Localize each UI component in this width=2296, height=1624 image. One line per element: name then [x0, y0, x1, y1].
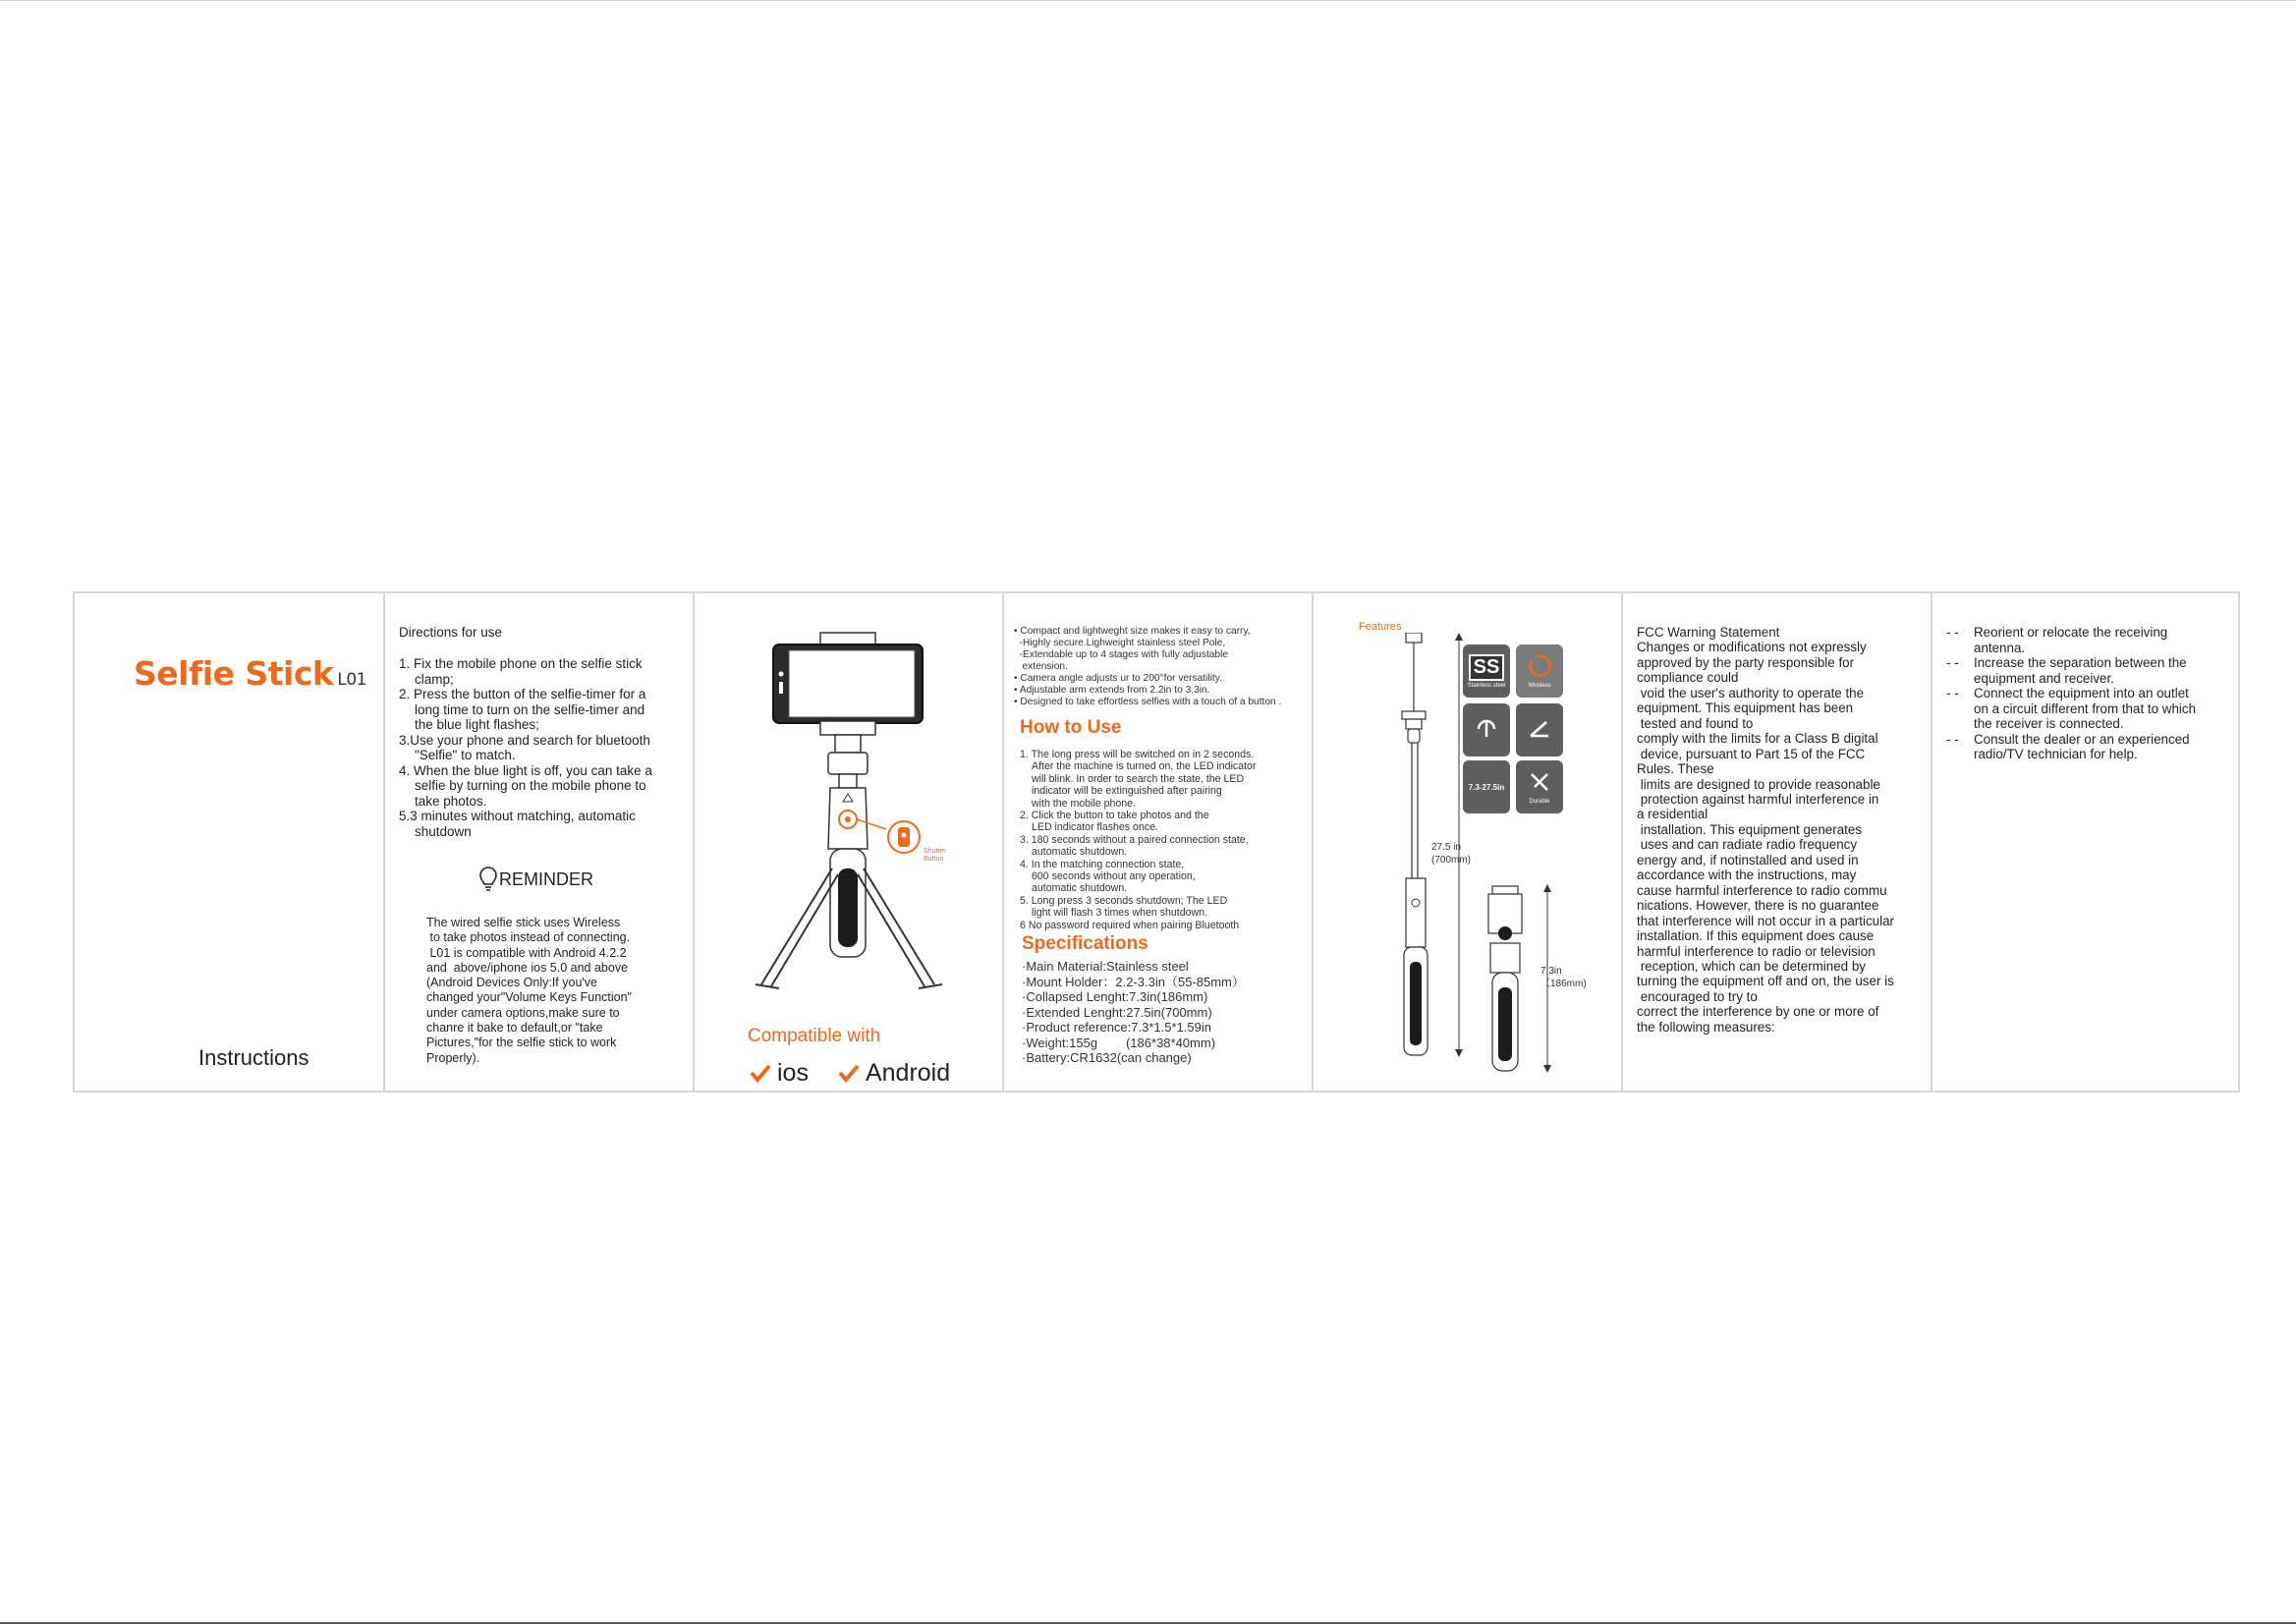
fcc-line: device, pursuant to Part 15 of the FCC	[1637, 746, 1866, 761]
direction-step-line: 1. Fix the mobile phone on the selfie stick	[399, 656, 643, 671]
spec-line: ·Extended Lenght:27.5in(700mm)	[1022, 1004, 1212, 1020]
measure-text	[1974, 625, 2167, 655]
howto-step-line: with the mobile phone.	[1032, 797, 1137, 810]
measure-line: radio/TV technician for help.	[1974, 747, 2138, 761]
howto-title: How to Use	[1020, 717, 1122, 738]
measure-text	[1974, 732, 2190, 762]
durable-icon	[1527, 769, 1552, 797]
brochure-strip	[73, 591, 2240, 1092]
fcc-line: FCC Warning Statement	[1637, 625, 1780, 640]
measure-item	[1946, 655, 2241, 686]
measure-line: Consult the dealer or an experienced	[1974, 731, 2190, 747]
cover-panel	[75, 593, 385, 1091]
feature-tile	[1516, 644, 1563, 698]
reminder-label: REMINDER	[499, 868, 594, 889]
measure-line: on a circuit different from that to which	[1974, 700, 2197, 716]
tile-caption: Durable	[1529, 799, 1550, 805]
measure-line: the receiver is connected.	[1974, 716, 2124, 731]
direction-step-line: 2. Press the button of the selfie-timer for a	[399, 687, 646, 701]
howto-step	[1020, 749, 1305, 810]
tile-caption: Stainless steel	[1467, 682, 1506, 689]
lightbulb-icon	[479, 867, 497, 892]
direction-step-line: long time to turn on the selfie-timer and	[415, 701, 645, 717]
directions-panel	[385, 593, 695, 1091]
measure-item	[1946, 686, 2241, 732]
usage-panel	[1004, 593, 1314, 1091]
direction-step	[399, 763, 686, 810]
tile-caption: Wireless	[1528, 683, 1551, 689]
specs-title: Specifications	[1022, 933, 1148, 954]
os-ios-label: ios	[777, 1059, 809, 1087]
reminder-text	[426, 916, 662, 1066]
collapsed-in: 7.3in	[1540, 966, 1562, 977]
howto-step	[1020, 810, 1305, 834]
directions-steps	[399, 656, 686, 839]
howto-step-line: automatic shutdown.	[1032, 882, 1128, 895]
reminder-line: The wired selfie stick uses Wireless	[426, 916, 621, 929]
reminder-line: and above/iphone ios 5.0 and above	[426, 960, 629, 975]
fcc-panel	[1623, 593, 1932, 1091]
measure-line: equipment and receiver.	[1974, 670, 2114, 686]
fcc-line: installation. If this equipment does cause	[1637, 928, 1875, 944]
direction-step	[399, 656, 686, 687]
spec-line: ·Collapsed Lenght:7.3in(186mm)	[1022, 989, 1208, 1004]
fcc-line: tested and found to	[1637, 715, 1754, 731]
feature-tile	[1516, 703, 1563, 756]
fcc-line: accordance with the instructions, may	[1637, 868, 1857, 883]
compatible-label: Compatible with	[748, 1026, 881, 1046]
measure-line: Connect the equipment into an outlet	[1974, 686, 2189, 700]
collapsed-mm: （186mm)	[1540, 979, 1587, 989]
collapsed-length	[1540, 965, 1587, 990]
howto-step-line: 3. 180 seconds without a paired connection state,	[1020, 833, 1249, 846]
feature-bullet-line: • Compact and lightweght size makes it easy to carry,	[1014, 626, 1251, 637]
measure-item	[1946, 625, 2241, 655]
reminder-line: changed your"Volume Keys Function"	[426, 990, 632, 1005]
reminder-line: chanre it bake to default,or "take	[426, 1021, 603, 1036]
angle-icon-glyph	[1527, 716, 1552, 742]
howto-step-line: 6 No password required when pairing Bluetooth	[1020, 919, 1240, 931]
shutter-callout	[924, 848, 946, 864]
fcc-line: correct the interference by one or more of	[1637, 1004, 1879, 1020]
reminder-line: L01 is compatible with Android 4.2.2	[426, 945, 627, 960]
wireless-icon-glyph	[1527, 653, 1552, 679]
measure-line: Reorient or relocate the receiving	[1974, 625, 2168, 640]
reminder-heading	[479, 867, 593, 892]
howto-step-line: 2. Click the button to take photos and the	[1020, 810, 1209, 822]
product-title	[134, 654, 366, 693]
checkmark-icon	[750, 1064, 771, 1084]
feature-bullet-line: • Camera angle adjusts ur to 200°for versatility.	[1014, 673, 1222, 684]
features-label: Features	[1359, 621, 1402, 633]
model-number: L01	[337, 670, 366, 690]
direction-step-line: the blue light flashes;	[415, 717, 539, 732]
howto-step-line: indicator will be extinguished after pairing	[1032, 785, 1222, 798]
feature-tile	[1463, 703, 1510, 756]
fcc-line: the following measures:	[1637, 1019, 1775, 1035]
spec-line: ·Product reference:7.3*1.5*1.59in	[1022, 1020, 1211, 1035]
top-rule	[0, 0, 2296, 1]
feature-tile	[1463, 760, 1510, 813]
howto-steps	[1020, 749, 1305, 931]
measures-panel	[1932, 593, 2242, 1091]
howto-step-line: 5. Long press 3 seconds shutdown; The LED	[1020, 894, 1228, 907]
os-compat-row	[750, 1059, 950, 1088]
directions-heading: Directions for use	[399, 625, 503, 640]
measure-dash: - -	[1946, 686, 1959, 700]
feature-tile	[1516, 760, 1563, 813]
selfie-stick-illustration	[695, 623, 1004, 1036]
specs-list	[1022, 959, 1307, 1066]
wireless-icon	[1527, 653, 1552, 681]
feature-tile	[1463, 644, 1510, 698]
spec-line: ·Battery:CR1632(can change)	[1022, 1050, 1192, 1065]
fcc-line: limits are designed to provide reasonable	[1637, 776, 1880, 792]
stainless-steel-icon	[1469, 654, 1505, 681]
durable-icon-glyph	[1527, 769, 1552, 795]
howto-step-line: 600 seconds without any operation,	[1032, 870, 1196, 883]
direction-step-line: shutdown	[415, 823, 472, 839]
spec-line: ·Main Material:Stainless steel	[1022, 959, 1189, 974]
fcc-line: turning the equipment off and on, the user is	[1637, 974, 1894, 989]
measure-dash: - -	[1946, 731, 1959, 747]
direction-step	[399, 687, 686, 733]
direction-step-line: selfie by turning on the mobile phone to	[415, 778, 646, 793]
measure-line: Increase the separation between the	[1974, 655, 2187, 670]
os-ios	[750, 1059, 809, 1088]
feature-bullet-line: -Extendable up to 4 stages with fully adjustable	[1014, 649, 1229, 660]
measures-list	[1946, 625, 2241, 762]
feature-bullet-line: • Designed to take effortless selfies with a touch of a button .	[1014, 697, 1282, 707]
fcc-line: Rules. These	[1637, 761, 1714, 777]
reminder-line: to take photos instead of connecting.	[426, 930, 631, 945]
feature-bullet-line: extension.	[1014, 661, 1068, 672]
fcc-line: a residential	[1637, 807, 1708, 822]
howto-step-line: 1. The long press will be switched on in 2 seconds.	[1020, 749, 1255, 760]
title-text: Selfie Stick	[134, 654, 334, 693]
fcc-line: installation. This equipment generates	[1637, 821, 1863, 837]
tile-big-text: 7.3-27.5in	[1468, 782, 1505, 792]
features-panel	[1314, 593, 1623, 1091]
os-android	[838, 1059, 950, 1088]
direction-step	[399, 809, 686, 839]
howto-step	[1020, 920, 1305, 931]
direction-step-line: "Selfie" to match.	[415, 748, 516, 762]
fcc-line: comply with the limits for a Class B digital	[1637, 731, 1878, 747]
angle-icon	[1527, 716, 1552, 744]
reminder-line: Properly).	[426, 1050, 480, 1065]
fcc-line: energy and, if notinstalled and used in	[1637, 852, 1859, 868]
fcc-line: that interference will not occur in a particular	[1637, 913, 1894, 928]
spec-line: ·Weight:155g (186*38*40mm)	[1022, 1035, 1216, 1050]
howto-step-line: 4. In the matching connection state,	[1020, 858, 1185, 870]
howto-step-line: LED indicator flashes once.	[1032, 821, 1158, 834]
reminder-line: Pictures,"for the selfie stick to work	[426, 1036, 617, 1050]
extended-in: 27.5 in	[1431, 842, 1462, 853]
fcc-line: nications. However, there is no guarantee	[1637, 898, 1879, 914]
reminder-line: under camera options,make sure to	[426, 1005, 620, 1020]
checkmark-icon	[838, 1064, 860, 1084]
rotate-icon	[1474, 716, 1499, 744]
howto-step-line: light will flash 3 times when shutdown.	[1032, 907, 1208, 920]
feature-bullets	[1014, 626, 1314, 708]
fcc-line: protection against harmful interference in	[1637, 791, 1879, 807]
fcc-line: encouraged to try to	[1637, 988, 1758, 1004]
fcc-line: reception, which can be determined by	[1637, 958, 1866, 974]
direction-step	[399, 733, 686, 763]
direction-step-line: 3.Use your phone and search for bluetooth	[399, 732, 650, 748]
direction-step-line: take photos.	[415, 793, 487, 809]
measure-text	[1974, 686, 2196, 732]
direction-step-line: 4. When the blue light is off, you can take a	[399, 762, 652, 778]
os-android-label: Android	[865, 1059, 951, 1087]
measure-line: antenna.	[1974, 640, 2026, 655]
callout-line-2: Button	[924, 856, 944, 863]
product-panel	[695, 593, 1004, 1091]
measure-dash: - -	[1946, 655, 1959, 670]
fcc-line: harmful interference to radio or television	[1637, 943, 1876, 959]
measure-item	[1946, 732, 2241, 762]
callout-line-1: Shutter	[924, 848, 946, 855]
direction-step-line: clamp;	[415, 671, 454, 687]
tile-big-text: SS	[1469, 654, 1505, 681]
measure-dash: - -	[1946, 625, 1959, 640]
fcc-line: Changes or modifications not expressly	[1637, 640, 1867, 655]
fcc-line: compliance could	[1637, 670, 1739, 686]
fcc-line: cause harmful interference to radio commu	[1637, 882, 1887, 898]
direction-step-line: 5.3 minutes without matching, automatic	[399, 809, 636, 823]
howto-step-line: will blink. In order to search the state, the LED	[1032, 772, 1245, 785]
instructions-label: Instructions	[198, 1045, 309, 1070]
howto-step	[1020, 895, 1305, 920]
rotate-icon-glyph	[1474, 716, 1499, 742]
howto-step	[1020, 834, 1305, 859]
feature-bullet-line: -Highly secure.Lighweight stainless steel Pole,	[1014, 638, 1226, 648]
howto-step	[1020, 859, 1305, 895]
spec-line: ·Mount Holder：2.2-3.3in（55-85mm）	[1022, 974, 1245, 989]
reminder-line: (Android Devices Only:If you've	[426, 976, 597, 990]
howto-step-line: After the machine is turned on, the LED indicator	[1032, 760, 1257, 773]
fcc-line: approved by the party responsible for	[1637, 654, 1855, 670]
fcc-line: uses and can radiate radio frequency	[1637, 837, 1858, 853]
measure-text	[1974, 655, 2187, 686]
extended-mm: (700mm)	[1431, 855, 1472, 866]
fcc-line: equipment. This equipment has been	[1637, 700, 1854, 716]
feature-bullet-line: • Adjustable arm extends from 2.2in to 3.3in.	[1014, 685, 1210, 696]
howto-step-line: automatic shutdown.	[1032, 846, 1128, 859]
fcc-line: void the user's authority to operate the	[1637, 685, 1865, 700]
extended-length	[1431, 841, 1471, 867]
length-icon	[1469, 783, 1504, 792]
fcc-statement	[1637, 625, 1932, 1035]
